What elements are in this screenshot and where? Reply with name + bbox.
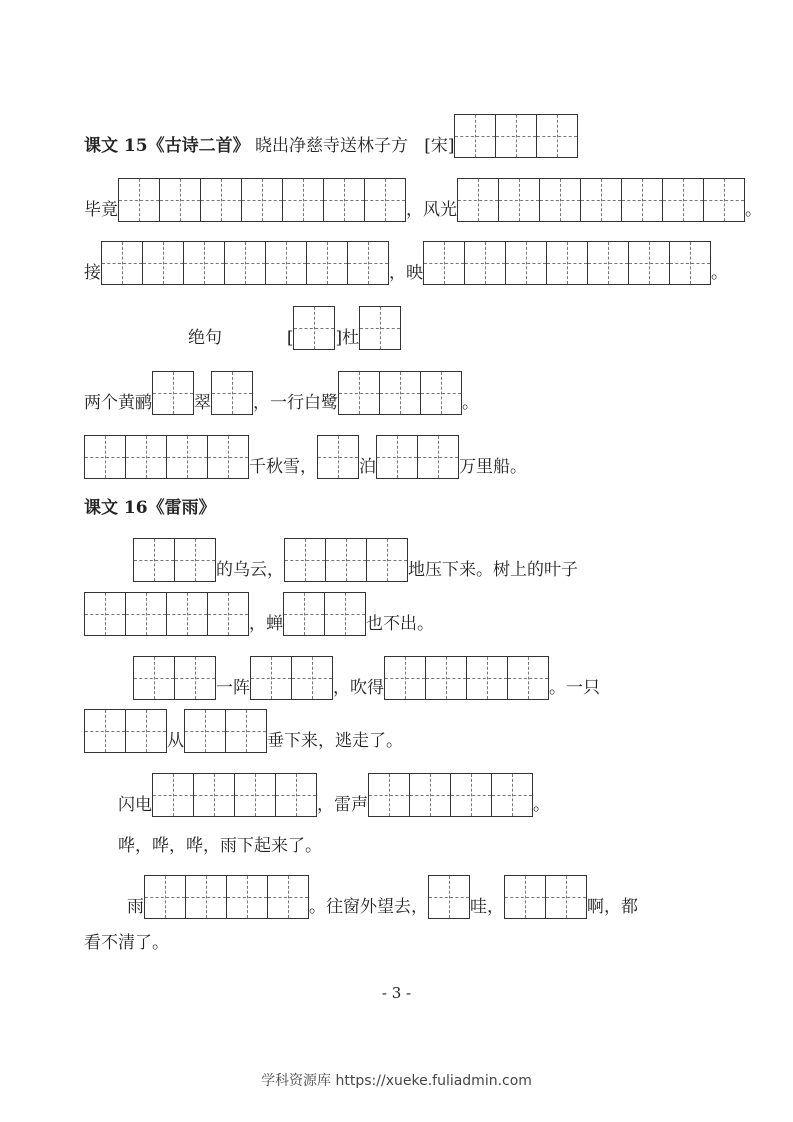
line-text: 哇， (470, 897, 504, 917)
tianzige-cell[interactable] (324, 592, 366, 636)
tianzige-cell[interactable] (84, 709, 126, 753)
answer-grid[interactable] (84, 709, 167, 753)
line-text: 垂下来，逃走了。 (267, 731, 403, 751)
line-text: ，吹得 (333, 678, 384, 698)
answer-grid[interactable] (317, 435, 359, 479)
line-text: 万里船。 (459, 457, 527, 477)
tianzige-cell[interactable] (226, 875, 268, 919)
line-text: 千秋雪， (249, 457, 317, 477)
line-text: ，一行白鹭 (253, 393, 338, 413)
answer-grid[interactable] (152, 371, 194, 415)
tianzige-cell[interactable] (379, 371, 421, 415)
text-line (84, 470, 216, 520)
tianzige-cell[interactable] (225, 709, 267, 753)
tianzige-cell[interactable] (587, 241, 629, 285)
text-line (84, 108, 578, 158)
text-line (133, 650, 600, 700)
tianzige-cell[interactable] (347, 241, 389, 285)
tianzige-cell[interactable] (703, 178, 745, 222)
line-text: 。 (462, 393, 479, 413)
line-text: 的乌云， (216, 560, 284, 580)
line-text: 晓出净慈寺送林子方 (249, 136, 414, 156)
line-text: 一阵 (216, 678, 250, 698)
tianzige-cell[interactable] (125, 709, 167, 753)
text-line (84, 365, 479, 415)
answer-grid[interactable] (211, 371, 253, 415)
tianzige-cell[interactable] (185, 875, 227, 919)
tianzige-cell[interactable] (376, 435, 418, 479)
line-text: 闪电 (118, 795, 152, 815)
tianzige-cell[interactable] (293, 306, 335, 350)
text-line (127, 869, 638, 919)
answer-grid[interactable] (250, 656, 333, 700)
tianzige-cell[interactable] (364, 178, 406, 222)
answer-grid[interactable] (118, 178, 406, 222)
tianzige-cell[interactable] (317, 435, 359, 479)
tianzige-cell[interactable] (118, 178, 160, 222)
tianzige-cell[interactable] (580, 178, 622, 222)
line-text: 接 (84, 263, 101, 283)
tianzige-cell[interactable] (495, 114, 537, 158)
line-text: 雨 (127, 897, 144, 917)
tianzige-cell[interactable] (417, 435, 459, 479)
line-text: 毕竟 (84, 200, 118, 220)
answer-grid[interactable] (84, 592, 249, 636)
tianzige-cell[interactable] (267, 875, 309, 919)
answer-grid[interactable] (454, 114, 578, 158)
answer-grid[interactable] (384, 656, 549, 700)
tianzige-cell[interactable] (125, 592, 167, 636)
line-text: 泊 (359, 457, 376, 477)
tianzige-cell[interactable] (546, 241, 588, 285)
line-text: ，风光 (406, 200, 457, 220)
tianzige-cell[interactable] (536, 114, 578, 158)
answer-grid[interactable] (376, 435, 459, 479)
line-text: 。 (711, 263, 728, 283)
answer-grid[interactable] (133, 656, 216, 700)
answer-grid[interactable] (428, 875, 470, 919)
text-line (188, 300, 401, 350)
tianzige-cell[interactable] (628, 241, 670, 285)
line-text: 看不清了。 (84, 933, 169, 953)
text-line (84, 905, 169, 955)
tianzige-cell[interactable] (142, 241, 184, 285)
tianzige-cell[interactable] (283, 592, 325, 636)
tianzige-cell[interactable] (323, 178, 365, 222)
answer-grid[interactable] (504, 875, 587, 919)
tianzige-cell[interactable] (491, 773, 533, 817)
line-text: ，雷声 (317, 795, 368, 815)
line-text: 。一只 (549, 678, 600, 698)
line-text: 也不出。 (366, 614, 434, 634)
line-text: 翠 (194, 393, 211, 413)
answer-grid[interactable] (423, 241, 711, 285)
tianzige-cell[interactable] (265, 241, 307, 285)
tianzige-cell[interactable] (504, 875, 546, 919)
line-text: [ (222, 328, 294, 348)
tianzige-cell[interactable] (368, 773, 410, 817)
tianzige-cell[interactable] (184, 709, 226, 753)
tianzige-cell[interactable] (454, 114, 496, 158)
tianzige-cell[interactable] (505, 241, 547, 285)
tianzige-cell[interactable] (207, 592, 249, 636)
tianzige-cell[interactable] (325, 538, 367, 582)
tianzige-cell[interactable] (200, 178, 242, 222)
tianzige-cell[interactable] (420, 371, 462, 415)
text-line (84, 586, 434, 636)
line-text: 绝句 (188, 328, 222, 348)
tianzige-cell[interactable] (384, 656, 426, 700)
answer-grid[interactable] (338, 371, 462, 415)
text-line (84, 172, 762, 222)
line-text: 地压下来。树上的叶子 (408, 560, 578, 580)
tianzige-cell[interactable] (366, 538, 408, 582)
tianzige-cell[interactable] (174, 656, 216, 700)
tianzige-cell[interactable] (450, 773, 492, 817)
tianzige-cell[interactable] (359, 306, 401, 350)
line-text: ，蝉 (249, 614, 283, 634)
tianzige-cell[interactable] (211, 371, 253, 415)
lesson-heading: 课文 16《雷雨》 (84, 498, 216, 518)
tianzige-cell[interactable] (183, 241, 225, 285)
line-text: 啊，都 (587, 897, 638, 917)
line-text: 两个黄鹂 (84, 393, 152, 413)
answer-grid[interactable] (368, 773, 533, 817)
answer-grid[interactable] (284, 538, 408, 582)
tianzige-cell[interactable] (498, 178, 540, 222)
tianzige-cell[interactable] (284, 538, 326, 582)
answer-grid[interactable] (101, 241, 389, 285)
tianzige-cell[interactable] (84, 592, 126, 636)
tianzige-cell[interactable] (423, 241, 465, 285)
tianzige-cell[interactable] (224, 241, 266, 285)
tianzige-cell[interactable] (291, 656, 333, 700)
line-text: 哗，哗，哗，雨下起来了。 (118, 836, 322, 856)
line-text: ，映 (389, 263, 423, 283)
tianzige-cell[interactable] (539, 178, 581, 222)
line-text: 从 (167, 731, 184, 751)
tianzige-cell[interactable] (133, 538, 175, 582)
tianzige-cell[interactable] (507, 656, 549, 700)
tianzige-cell[interactable] (166, 592, 208, 636)
line-text: 。 (745, 200, 762, 220)
line-text: ]杜 (335, 328, 360, 348)
tianzige-cell[interactable] (152, 371, 194, 415)
tianzige-cell[interactable] (621, 178, 663, 222)
tianzige-cell[interactable] (409, 773, 451, 817)
tianzige-cell[interactable] (669, 241, 711, 285)
tianzige-cell[interactable] (159, 178, 201, 222)
text-line (84, 703, 403, 753)
line-text: 。 (533, 795, 550, 815)
answer-grid[interactable] (457, 178, 745, 222)
lesson-heading: 课文 15《古诗二首》 (84, 136, 250, 156)
tianzige-cell[interactable] (457, 178, 499, 222)
line-text: 。往窗外望去， (309, 897, 428, 917)
tianzige-cell[interactable] (174, 538, 216, 582)
footer-watermark: 学科资源库 https://xueke.fuliadmin.com (261, 1073, 532, 1089)
text-line (84, 235, 728, 285)
tianzige-cell[interactable] (241, 178, 283, 222)
answer-grid[interactable] (283, 592, 366, 636)
tianzige-cell[interactable] (428, 875, 470, 919)
answer-grid[interactable] (184, 709, 267, 753)
line-text: [宋] (413, 136, 455, 156)
tianzige-cell[interactable] (101, 241, 143, 285)
tianzige-cell[interactable] (282, 178, 324, 222)
answer-grid[interactable] (133, 538, 216, 582)
text-line (118, 808, 322, 858)
page-number: - 3 - (381, 984, 412, 1002)
tianzige-cell[interactable] (425, 656, 467, 700)
tianzige-cell[interactable] (662, 178, 704, 222)
answer-grid[interactable] (293, 306, 335, 350)
tianzige-cell[interactable] (466, 656, 508, 700)
tianzige-cell[interactable] (338, 371, 380, 415)
tianzige-cell[interactable] (545, 875, 587, 919)
tianzige-cell[interactable] (464, 241, 506, 285)
tianzige-cell[interactable] (250, 656, 292, 700)
tianzige-cell[interactable] (133, 656, 175, 700)
answer-grid[interactable] (359, 306, 401, 350)
tianzige-cell[interactable] (306, 241, 348, 285)
text-line (133, 532, 578, 582)
